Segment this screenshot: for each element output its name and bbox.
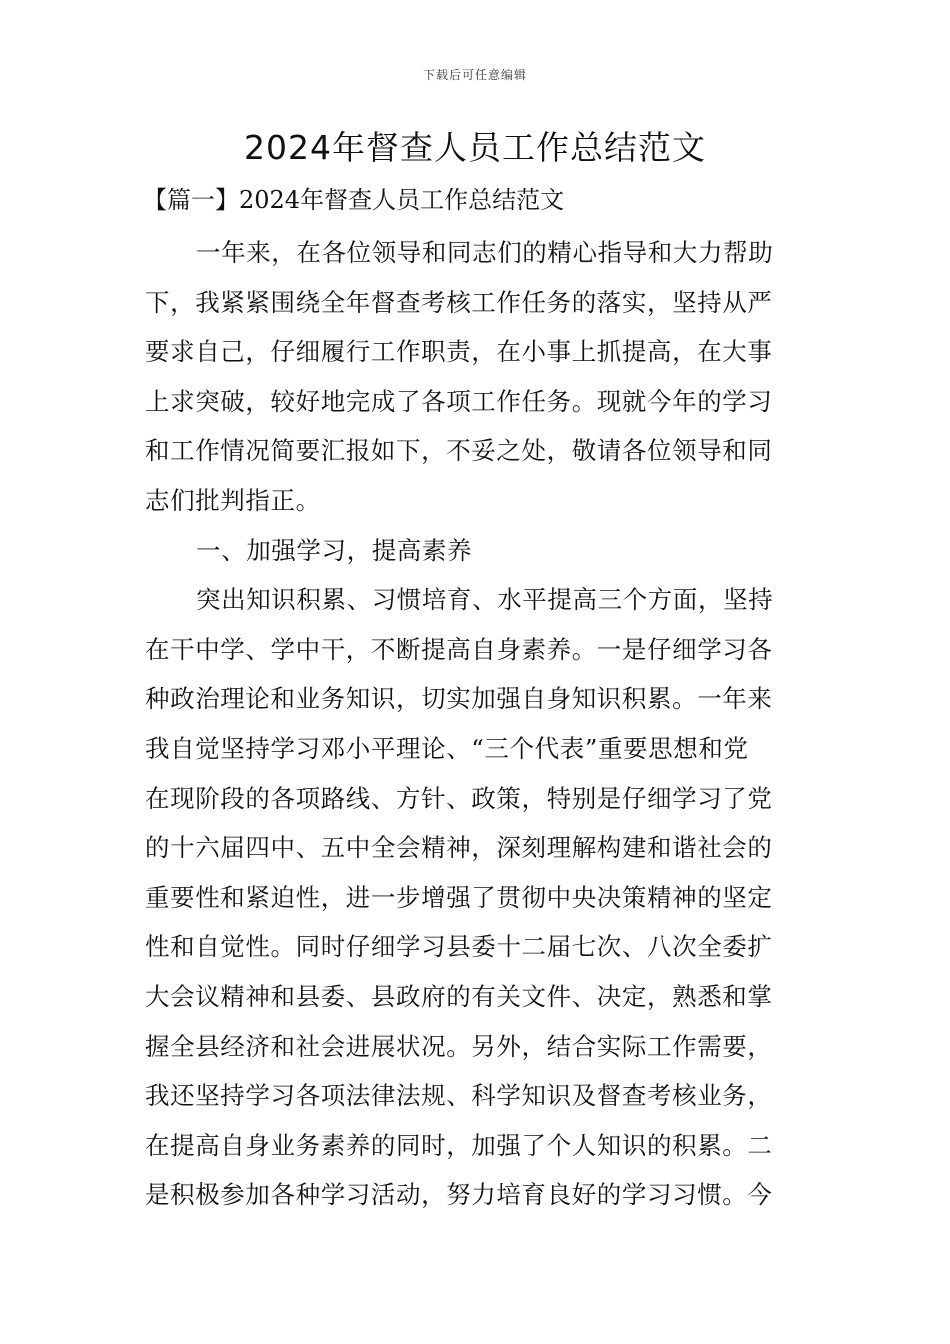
paragraph-line: 上求突破，较好地完成了各项工作任务。现就今年的学习 <box>145 386 773 416</box>
paragraph-line: 突出知识积累、习惯培育、水平提高三个方面，坚持 <box>196 585 774 615</box>
paragraph-line: 我自觉坚持学习邓小平理论、“三个代表”重要思想和党 <box>145 733 749 763</box>
paragraph-line: 是积极参加各种学习活动，努力培育良好的学习习惯。今 <box>145 1180 773 1210</box>
paragraph-line: 重要性和紧迫性，进一步增强了贯彻中央决策精神的坚定 <box>145 882 773 912</box>
paragraph-line: 和工作情况简要汇报如下，不妥之处，敬请各位领导和同 <box>145 436 773 466</box>
paragraph-line: 种政治理论和业务知识，切实加强自身知识积累。一年来 <box>145 684 773 714</box>
article-heading: 【篇一】2024年督查人员工作总结范文 <box>143 186 565 214</box>
paragraph-line: 大会议精神和县委、县政府的有关文件、决定，熟悉和掌 <box>145 981 773 1011</box>
paragraph-line: 在提高自身业务素养的同时，加强了个人知识的积累。二 <box>145 1130 773 1160</box>
paragraph-line: 志们批判指正。 <box>145 485 321 515</box>
paragraph-line: 一年来，在各位领导和同志们的精心指导和大力帮助 <box>196 238 774 267</box>
document-title: 2024年督查人员工作总结范文 <box>244 128 706 167</box>
paragraph-line: 的十六届四中、五中全会精神，深刻理解构建和谐社会的 <box>145 833 773 863</box>
paragraph-line: 要求自己，仔细履行工作职责，在小事上抓提高，在大事 <box>145 337 773 367</box>
paragraph-line: 性和自觉性。同时仔细学习县委十二届七次、八次全委扩 <box>145 932 773 962</box>
section-heading: 一、加强学习，提高素养 <box>196 535 473 565</box>
paragraph-line: 在现阶段的各项路线、方针、政策，特别是仔细学习了党 <box>145 783 773 813</box>
paragraph-line: 下，我紧紧围绕全年督查考核工作任务的落实，坚持从严 <box>145 287 773 317</box>
paragraph-line: 我还坚持学习各项法律法规、科学知识及督查考核业务， <box>145 1081 773 1111</box>
body-text <box>145 228 807 1220</box>
page-header-note: 下载后可任意编辑 <box>422 68 527 82</box>
paragraph-line: 在干中学、学中干，不断提高自身素养。一是仔细学习各 <box>145 634 773 664</box>
paragraph-line: 握全县经济和社会进展状况。另外，结合实际工作需要， <box>145 1031 773 1061</box>
